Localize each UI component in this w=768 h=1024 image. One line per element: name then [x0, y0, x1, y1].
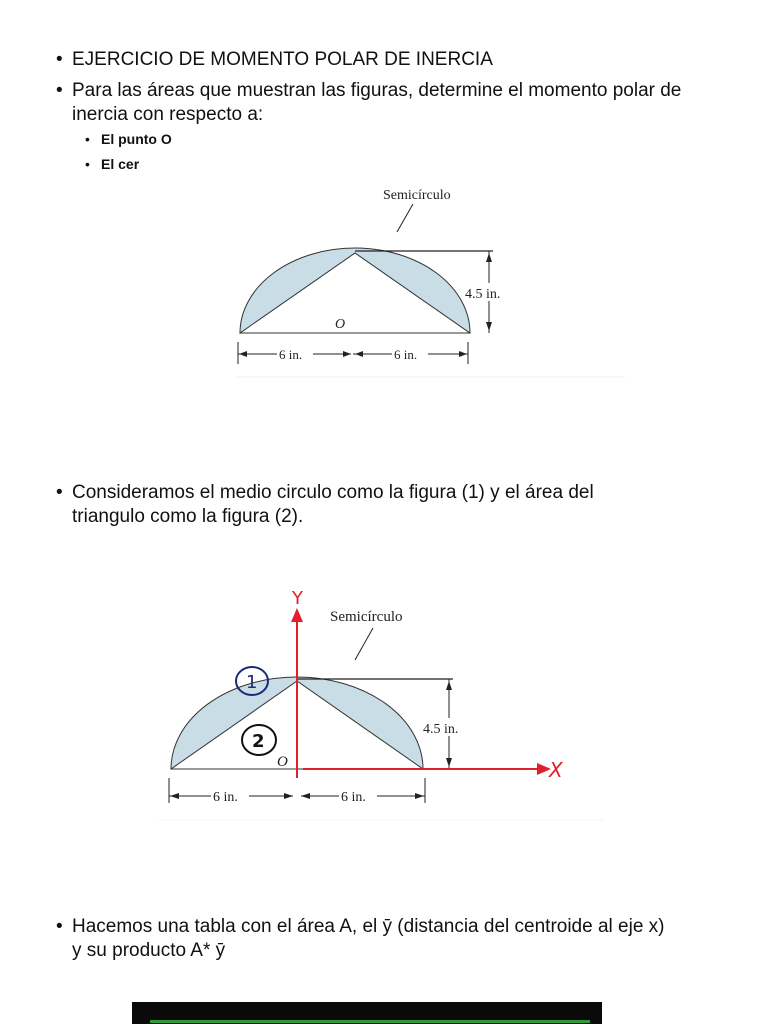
table-description-line-2: y su producto A* ȳ [72, 940, 226, 961]
left-dim-label: 6 in. [213, 790, 238, 805]
bullet-dot: • [85, 156, 90, 172]
semicircle-label: Semicírculo [330, 609, 403, 625]
height-arrow-bottom [486, 322, 492, 331]
left-dim-label: 6 in. [279, 347, 303, 362]
semicircle-shaded-area [240, 248, 470, 333]
instruction-line-2: inercia con respecto a: [72, 104, 264, 125]
figure-2-annotated-diagram [155, 580, 615, 825]
semicircle-leader-line [397, 204, 413, 232]
sub-bullet-point-o [85, 130, 172, 148]
height-label: 4.5 in. [465, 287, 501, 302]
right-dim-label: 6 in. [394, 347, 418, 362]
right-dim-label: 6 in. [341, 790, 366, 805]
table-description-line-1: Hacemos una tabla con el área A, el ȳ (distancia del centroide al eje x) [72, 916, 665, 937]
cropped-table-green-line [150, 1020, 590, 1023]
semicircle-label: Semicírculo [383, 188, 451, 203]
x-axis-label: X [549, 758, 563, 782]
figure-1-semicircle-diagram [225, 180, 635, 380]
bullet-dot: • [56, 916, 63, 937]
consideration-bullet [56, 481, 594, 529]
height-arrow-top [486, 253, 492, 262]
semicircle-leader-line [355, 628, 373, 660]
exercise-title: EJERCICIO DE MOMENTO POLAR DE INERCIA [72, 49, 493, 70]
sub-bullet-centroid [85, 155, 140, 173]
consideration-line-2: triangulo como la figura (2). [72, 506, 304, 527]
height-label: 4.5 in. [423, 722, 459, 737]
sub-bullet-text: El punto O [101, 131, 172, 147]
title-bullet [56, 48, 493, 72]
bullet-dot: • [56, 482, 63, 503]
table-description-bullet [56, 915, 665, 963]
origin-label: O [277, 754, 288, 770]
y-axis-arrow-icon [291, 608, 303, 622]
origin-label: O [335, 317, 346, 332]
bullet-dot: • [85, 131, 90, 147]
y-axis-label: Y [292, 588, 303, 609]
sub-bullet-text: El cer [101, 156, 140, 172]
region-2-label: 2 [252, 731, 265, 752]
bullet-dot: • [56, 80, 63, 101]
region-1-label: 1 [246, 672, 258, 693]
consideration-line-1: Consideramos el medio circulo como la figura (1) y el área del [72, 482, 594, 503]
instruction-line-1: Para las áreas que muestran las figuras, determine el momento polar de [72, 80, 682, 101]
bullet-dot: • [56, 49, 63, 70]
instruction-bullet [56, 79, 682, 127]
